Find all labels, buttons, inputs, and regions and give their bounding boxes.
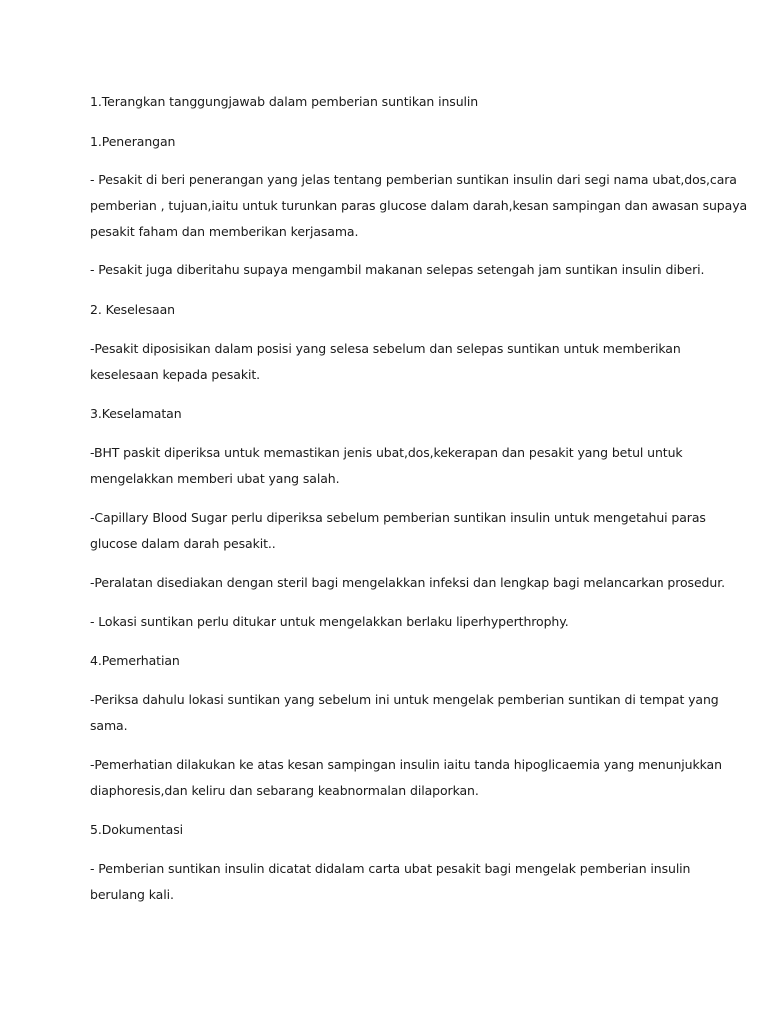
paragraph-line: glucose dalam darah pesakit.. <box>90 536 276 551</box>
paragraph-line: keselesaan kepada pesakit. <box>90 367 261 382</box>
paragraph-line: diaphoresis,dan keliru dan sebarang keabnormalan dilaporkan. <box>90 783 479 798</box>
section-heading: 1.Penerangan <box>90 134 176 149</box>
paragraph-line: - Pemberian suntikan insulin dicatat didalam carta ubat pesakit bagi mengelak pemberian insulin <box>90 861 691 876</box>
paragraph-line: -Pemerhatian dilakukan ke atas kesan sampingan insulin iaitu tanda hipoglicaemia yang menunjukkan <box>90 757 722 772</box>
section-heading: 3.Keselamatan <box>90 406 182 421</box>
section-heading: 5.Dokumentasi <box>90 822 184 837</box>
paragraph-line: pesakit faham dan memberikan kerjasama. <box>90 224 359 239</box>
paragraph-line: - Pesakit di beri penerangan yang jelas tentang pemberian suntikan insulin dari segi nama ubat,dos,cara <box>90 172 737 187</box>
paragraph-line: -Capillary Blood Sugar perlu diperiksa sebelum pemberian suntikan insulin untuk mengetahui paras <box>90 510 706 525</box>
paragraph-line: pemberian , tujuan,iaitu untuk turunkan paras glucose dalam darah,kesan sampingan dan awasan supaya <box>90 198 748 213</box>
paragraph-line: -Periksa dahulu lokasi suntikan yang sebelum ini untuk mengelak pemberian suntikan di tempat yang <box>90 692 719 707</box>
paragraph-line: berulang kali. <box>90 887 174 902</box>
paragraph-line: - Pesakit juga diberitahu supaya mengambil makanan selepas setengah jam suntikan insulin diberi. <box>90 262 705 277</box>
paragraph-line: sama. <box>90 718 128 733</box>
paragraph-line: -BHT paskit diperiksa untuk memastikan jenis ubat,dos,kekerapan dan pesakit yang betul untuk <box>90 445 683 460</box>
paragraph-line: -Peralatan disediakan dengan steril bagi mengelakkan infeksi dan lengkap bagi melancarkan prosedur. <box>90 575 725 590</box>
section-heading: 2. Keselesaan <box>90 302 175 317</box>
section-heading: 4.Pemerhatian <box>90 653 180 668</box>
paragraph-line: mengelakkan memberi ubat yang salah. <box>90 471 340 486</box>
paragraph-line: -Pesakit diposisikan dalam posisi yang selesa sebelum dan selepas suntikan untuk memberikan <box>90 341 681 356</box>
document-title: 1.Terangkan tanggungjawab dalam pemberian suntikan insulin <box>90 94 479 109</box>
paragraph-line: - Lokasi suntikan perlu ditukar untuk mengelakkan berlaku liperhyperthrophy. <box>90 614 569 629</box>
